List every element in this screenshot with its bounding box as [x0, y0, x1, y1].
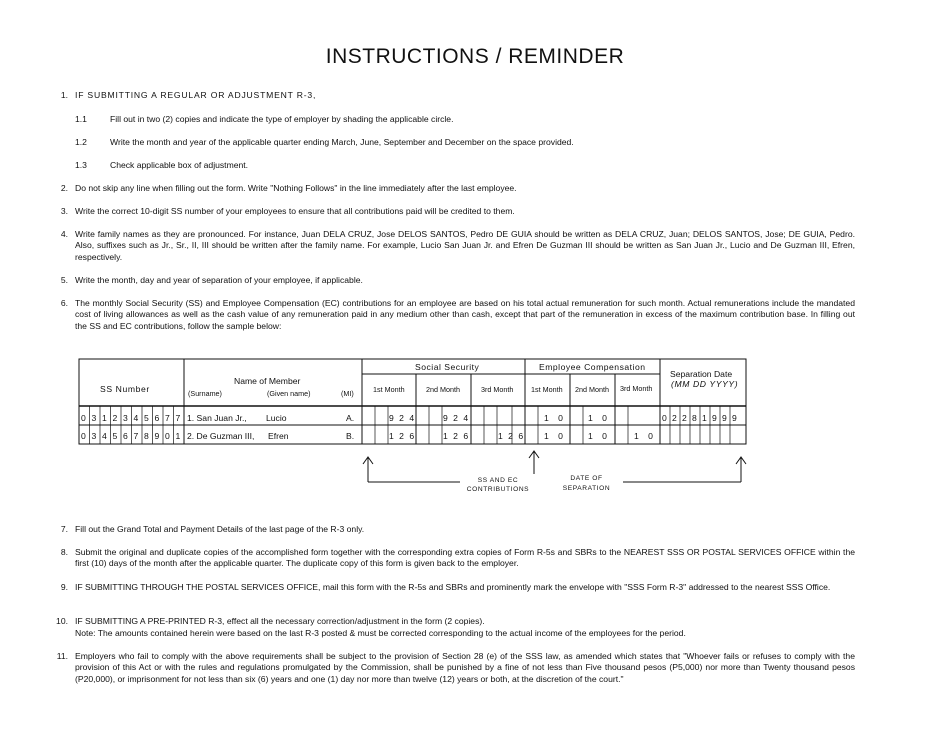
ss-digit: 0 [165, 431, 170, 441]
ss-digit: 3 [123, 413, 128, 423]
header-social-security: Social Security [415, 362, 480, 372]
item-1-1-text: Fill out in two (2) copies and indicate the type of employer by shading the applicable circle. [110, 114, 454, 124]
member-surname: 1. San Juan Jr., [187, 413, 247, 423]
ss-digit: 6 [123, 431, 128, 441]
sep-digit: 0 [662, 413, 667, 423]
ss-digit: 5 [112, 431, 118, 441]
ss-2nd-month-amount: 9 2 4 [443, 413, 469, 423]
ss-digit: 5 [144, 413, 149, 423]
ss-3rd-month-amount: 1 2 6 [498, 431, 524, 441]
ec-1st-month-amount: 1 0 [544, 413, 563, 423]
ss-digit: 1 [102, 413, 107, 423]
header-separation-date: Separation Date [670, 369, 733, 379]
item-3-text: Write the correct 10-digit SS number of your employees to ensure that all contributions paid will be credited to them. [75, 206, 515, 216]
ec-2nd-month-amount: 1 0 [588, 431, 607, 441]
item-1-1-number: 1.1 [75, 114, 87, 124]
header-employee-compensation: Employee Compensation [539, 362, 646, 372]
ss-digit: 3 [91, 431, 97, 441]
ss-digit: 6 [154, 413, 160, 423]
ss-digit: 7 [175, 413, 181, 423]
member-mi: B. [346, 431, 355, 441]
header-ss-2nd-month: 2nd Month [426, 385, 460, 394]
item-1-number: 1. [60, 90, 68, 100]
item-6-number: 6. [60, 298, 68, 308]
ec-1st-month-amount: 1 0 [544, 431, 563, 441]
sep-digit: 2 [672, 413, 677, 423]
sep-digit: 8 [692, 413, 697, 423]
member-given-name: Lucio [266, 413, 287, 423]
ec-2nd-month-amount: 1 0 [588, 413, 607, 423]
sep-digit: 2 [682, 413, 687, 423]
header-ec-2nd-month: 2nd Month [575, 385, 609, 394]
item-8-number: 8. [60, 547, 68, 557]
page-title: INSTRUCTIONS / REMINDER [325, 45, 625, 68]
item-5-text: Write the month, day and year of separation of your employee, if applicable. [75, 275, 363, 285]
header-ss-3rd-month: 3rd Month [481, 385, 514, 394]
ss-digit: 2 [112, 413, 118, 423]
sep-digit: 9 [712, 413, 717, 423]
ec-3rd-month-amount: 1 0 [634, 431, 653, 441]
member-surname: 2. De Guzman III, [187, 431, 255, 441]
item-1-2-number: 1.2 [75, 137, 87, 147]
header-ss-1st-month: 1st Month [373, 385, 405, 394]
ss-digit: 4 [133, 413, 139, 423]
ss-2nd-month-amount: 1 2 6 [443, 431, 469, 441]
ss-1st-month-amount: 9 2 4 [389, 413, 415, 423]
item-10-number: 10. [56, 616, 68, 626]
header-name-of-member: Name of Member [234, 376, 301, 386]
item-9-number: 9. [60, 582, 68, 592]
item-10-text: IF SUBMITTING A PRE-PRINTED R-3, effect all the necessary correction/adjustment in the form (2 copies). [75, 616, 485, 626]
header-mi: (MI) [341, 389, 354, 398]
item-1-text: IF SUBMITTING A REGULAR OR ADJUSTMENT R-3, [75, 90, 317, 100]
ss-digit: 9 [154, 431, 160, 441]
item-4-text: Write family names as they are pronounced. For instance, Juan DELA CRUZ, Jose DELOS SANTOS, Pedro DE GUIA should be written as DELA CRUZ, Juan; DELOS SANTOS, Jose; DE GUIA, Pedro. Also, suffixes such as Jr., Sr., II, III should be written after the family name. For example, Lucio San Juan Jr. and Efren De Guzman III should be written as San Juan Jr., Lucio and De Guzman III, Efren, respectively. [75, 229, 855, 262]
item-1-2-text: Write the month and year of the applicable quarter ending March, June, September and December on the space provided. [110, 137, 574, 147]
header-surname: (Surname) [188, 389, 222, 398]
item-6-text: The monthly Social Security (SS) and Employee Compensation (EC) contributions for an employee are based on his total actual remuneration for such month. Actual remunerations include the mandated cost of living allowances as well as the cash value of any remuneration paid in any medium other than cash, except that part of the remuneration in excess of the maximum contribution base. In filling out the SS and EC contributions, follow the sample below: [75, 298, 855, 331]
annotation-date-line1: DATE OF [570, 475, 603, 482]
item-2-text: Do not skip any line when filling out the form. Write "Nothing Follows" in the line immediately after the last employee. [75, 183, 517, 193]
annotation-ss-ec-line2: CONTRIBUTIONS [466, 486, 530, 493]
member-given-name: Efren [268, 431, 289, 441]
ss-digit: 7 [165, 413, 170, 423]
item-5-number: 5. [60, 275, 68, 285]
item-8-text: Submit the original and duplicate copies of the accomplished form together with the corresponding extra copies of Form R-5s and SBRs to the NEAREST SSS OR POSTAL SERVICES OFFICE within the first (10) days of the month after the applicable quarter. The duplicate copy of this form is given back to the employer. [75, 547, 855, 569]
item-4-number: 4. [60, 229, 68, 239]
ss-digit: 3 [91, 413, 97, 423]
ss-digit: 8 [144, 431, 149, 441]
item-7-text: Fill out the Grand Total and Payment Details of the last page of the R-3 only. [75, 524, 365, 534]
ss-digit: 0 [81, 431, 86, 441]
header-given-name: (Given name) [267, 389, 311, 398]
sep-digit: 9 [722, 413, 727, 423]
header-ec-3rd-month: 3rd Month [620, 384, 653, 393]
item-11-number: 11. [56, 651, 68, 661]
annotation-ss-ec-line1: SS AND EC [477, 477, 519, 484]
item-1-3-number: 1.3 [75, 160, 87, 170]
item-1-3-text: Check applicable box of adjustment. [110, 160, 249, 170]
item-3-number: 3. [60, 206, 68, 216]
ss-digit: 4 [102, 431, 107, 441]
ss-digit: 7 [133, 431, 139, 441]
item-2-number: 2. [60, 183, 68, 193]
header-ec-1st-month: 1st Month [531, 385, 563, 394]
ss-digit: 1 [175, 431, 181, 441]
item-7-number: 7. [60, 524, 68, 534]
ss-digit: 0 [81, 413, 86, 423]
item-9-text: IF SUBMITTING THROUGH THE POSTAL SERVICES OFFICE, mail this form with the R-5s and SBRs and prominently mark the envelope with "SSS Form R-3" addressed to the nearest SSS Office. [75, 582, 831, 592]
member-mi: A. [346, 413, 355, 423]
annotation-date-line2: SEPARATION [562, 485, 611, 492]
header-ss-number: SS Number [100, 384, 150, 394]
item-11-text: Employers who fail to comply with the above requirements shall be subject to the provision of Section 28 (e) of the SSS law, as amended which states that "Whoever fails or refuses to comply with the provision of this Act or with the rules and regulations promulgated by the Commission, shall be punished by a fine of not less than Five thousand pesos (P5,000) nor more than Twenty thousand pesos (P20,000), or imprisonment for not less than six (6) years and one (1) day nor more than twelve (12) years or both, at the discretion of the court." [75, 651, 855, 684]
header-date-format: (MM DD YYYY) [671, 379, 739, 389]
item-10-note: Note: The amounts contained herein were based on the last R-3 posted & must be corrected corresponding to the actual income of the employees for the period. [75, 628, 686, 638]
sep-digit: 9 [732, 413, 737, 423]
ss-1st-month-amount: 1 2 6 [389, 431, 415, 441]
sep-digit: 1 [702, 413, 707, 423]
